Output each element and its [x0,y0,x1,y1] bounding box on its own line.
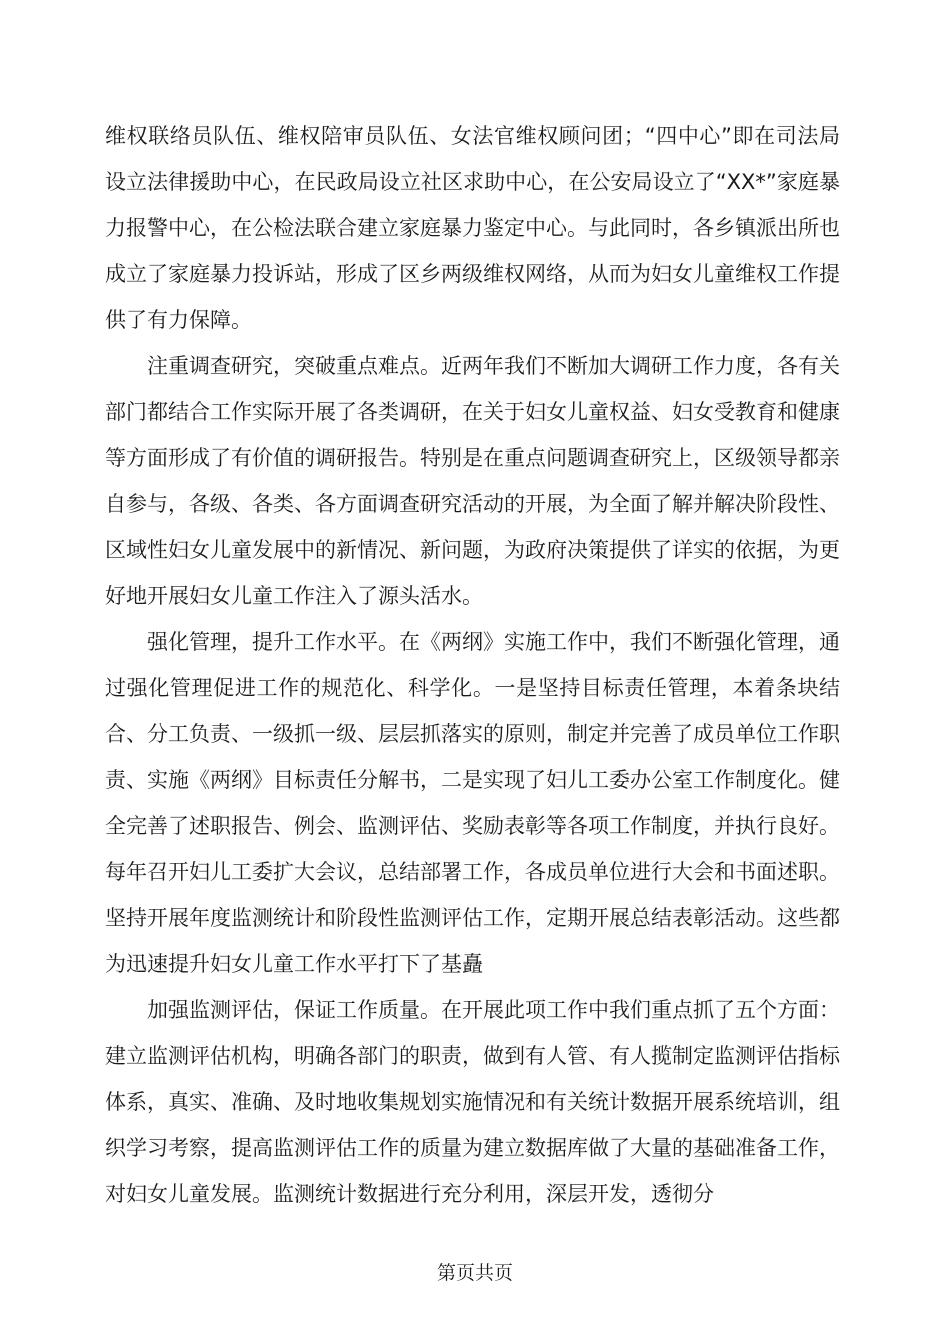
page-footer: 第页共页 [436,1262,513,1284]
document-body [105,113,840,1217]
paragraph-research: 注重调查研究，突破重点难点。近两年我们不断加大调研工作力度，各有关部门都结合工作实际开展了各类调研，在关于妇女儿童权益、妇女受教育和健康等方面形成了有价值的调研报告。特别是在重点问题调查研究上，区级领导都亲自参与，各级、各类、各方面调查研究活动的开展，为全面了解并解决阶段性、区域性妇女儿童发展中的新情况、新问题，为政府决策提供了详实的依据，为更好地开展妇女儿童工作注入了源头活水。 [105,354,840,608]
paragraph-management: 强化管理，提升工作水平。在《两纲》实施工作中，我们不断强化管理，通过强化管理促进工作的规范化、科学化。一是坚持目标责任管理，本着条块结合、分工负责、一级抓一级、层层抓落实的原则，制定并完善了成员单位工作职责、实施《两纲》目标责任分解书，二是实现了妇儿工委办公室工作制度化。健全完善了述职报告、例会、监测评估、奖励表彰等各项工作制度，并执行良好。每年召开妇儿工委扩大会议，总结部署工作，各成员单位进行大会和书面述职。坚持开展年度监测统计和阶段性监测评估工作，定期开展总结表彰活动。这些都为迅速提升妇女儿童工作水平打下了基矗 [105,630,840,976]
paragraph-monitoring: 加强监测评估，保证工作质量。在开展此项工作中我们重点抓了五个方面：建立监测评估机构，明确各部门的职责，做到有人管、有人揽制定监测评估指标体系，真实、准确、及时地收集规划实施情况和有关统计数据开展系统培训，组织学习考察，提高监测评估工作的质量为建立数据库做了大量的基础准备工作，对妇女儿童发展。监测统计数据进行充分利用，深层开发，透彻分 [105,998,840,1206]
paragraph-continuation: 维权联络员队伍、维权陪审员队伍、女法官维权顾问团；“四中心”即在司法局设立法律援助中心，在民政局设立社区求助中心，在公安局设立了“XX*”家庭暴力报警中心，在公检法联合建立家庭暴力鉴定中心。与此同时，各乡镇派出所也成立了家庭暴力投诉站，形成了区乡两级维权网络，从而为妇女儿童维权工作提供了有力保障。 [105,124,840,332]
